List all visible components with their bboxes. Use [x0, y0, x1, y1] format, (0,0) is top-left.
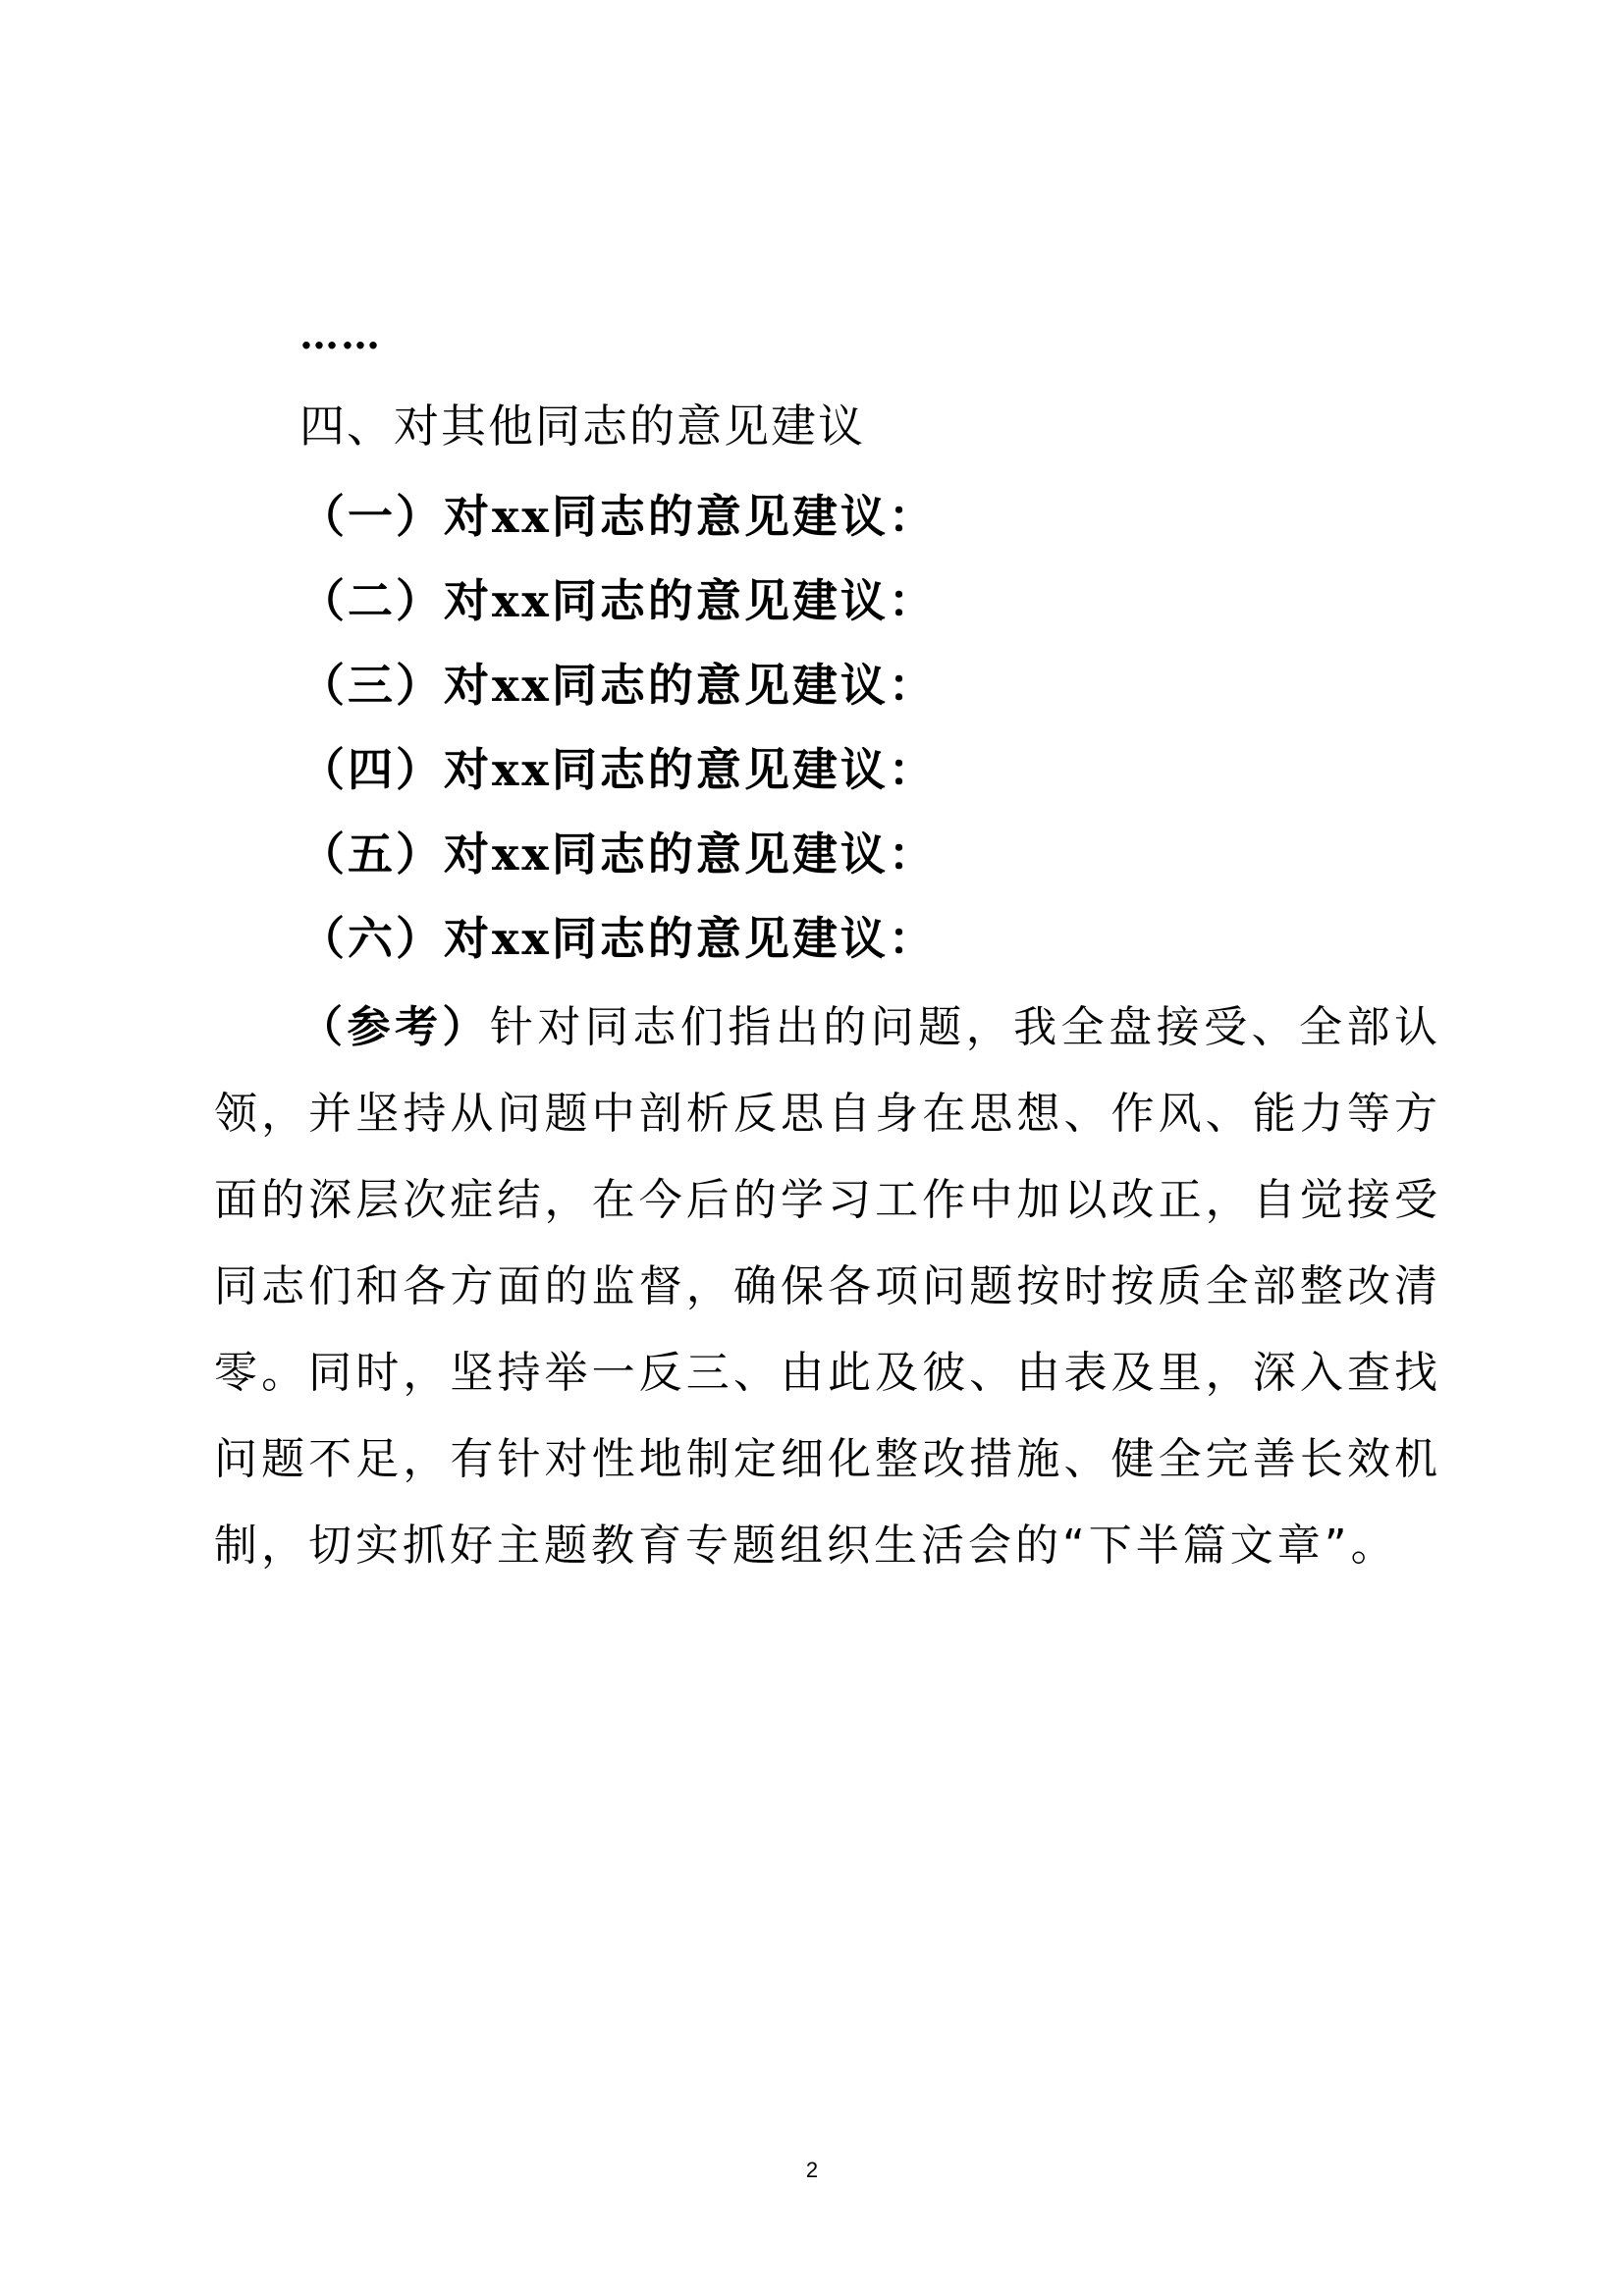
- section-heading: 四、对其他同志的意见建议: [299, 400, 865, 453]
- sub-heading-1: （一）对xx同志的意见建议：: [299, 490, 937, 543]
- sub-heading-2: （二）对xx同志的意见建议：: [299, 574, 937, 627]
- page-number: 2: [805, 2158, 819, 2182]
- sub-heading-6: （六）对xx同志的意见建议：: [299, 912, 937, 965]
- reference-paragraph: [214, 985, 1441, 1589]
- reference-tag: （参考）: [299, 1002, 490, 1052]
- reference-text: 针对同志们指出的问题，我全盘接受、全部认领，并坚持从问题中剖析反思自身在思想、作风、能力等方面的深层次症结，在今后的学习工作中加以改正，自觉接受同志们和各方面的监督，确保各项问题按时按质全部整改清零。同时，坚持举一反三、由此及彼、由表及里，深入查找问题不足，有针对性地制定细化整改措施、健全完善长效机制，切实抓好主题教育专题组织生活会的“下半篇文章”。: [214, 1002, 1442, 1571]
- continuation-ellipsis: ……: [299, 312, 382, 358]
- sub-heading-4: （四）对xx同志的意见建议：: [299, 743, 937, 796]
- sub-heading-5: （五）对xx同志的意见建议：: [299, 828, 937, 881]
- sub-heading-3: （三）对xx同志的意见建议：: [299, 659, 937, 712]
